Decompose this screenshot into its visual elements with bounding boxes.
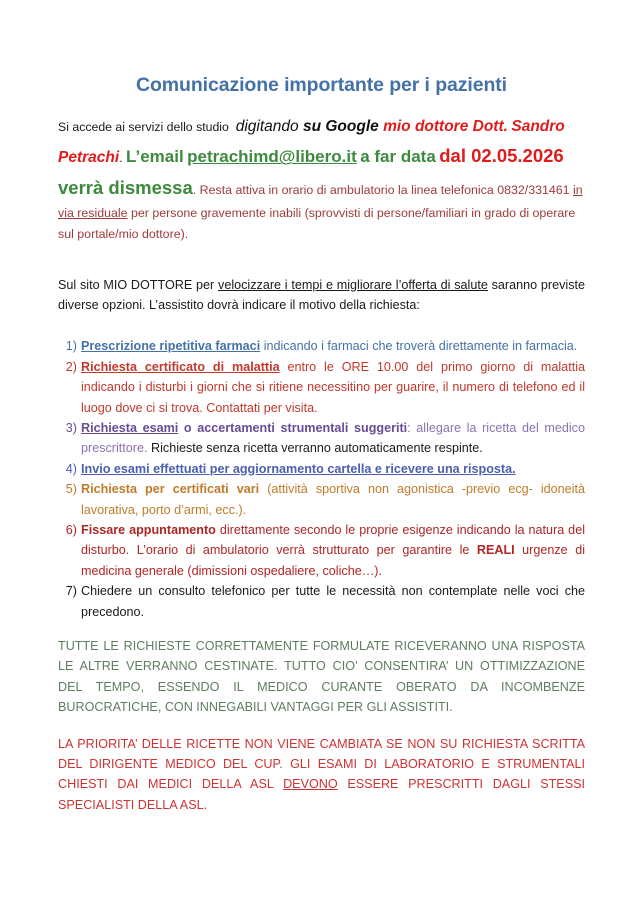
list-item	[58, 479, 585, 520]
site-paragraph	[58, 275, 585, 316]
list-item-lead2: o accertamenti strumentali suggeriti	[178, 421, 408, 436]
list-item-rest: direttamente secondo le proprie esigenze indicando la natura del disturbo. L’orario di ambulatorio verrà strutturato per garantire le	[81, 523, 585, 558]
list-marker: 6)	[65, 523, 77, 537]
list-item-lead: Richiesta per certificati vari	[81, 482, 260, 497]
list-item-lead: Prescrizione ripetitiva farmaci	[81, 339, 261, 354]
intro-period: .	[192, 182, 197, 197]
intro-su-google: su Google	[302, 118, 379, 136]
list-marker: 2)	[65, 359, 77, 374]
intro-resta-attiva-1: Resta attiva in orario di ambulatorio la linea telefonica 0832/331461	[199, 182, 573, 197]
list-item-lead: Fissare appuntamento	[81, 523, 216, 537]
intro-a-far-data: a far data	[360, 147, 436, 167]
list-item-rest: entro le ORE 10.00 del primo giorno di malattia indicando i disturbi i giorni che si ritiene necessitino per guarire, il numero di telefono ed il luogo dove ci si trova. Contattati per visita.	[81, 359, 585, 415]
list-item-emphasis: REALI	[476, 543, 515, 558]
list-item	[58, 581, 585, 622]
list-marker: 7)	[65, 584, 77, 599]
list-marker: 3)	[65, 421, 77, 436]
list-item	[58, 459, 585, 479]
list-item-rest: indicando i farmaci che troverà direttamente in farmacia.	[260, 339, 578, 354]
closing-red-devono: DEVONO	[283, 777, 338, 792]
list-item-rest: Chiedere un consulto telefonico per tutte le necessità non contemplate nelle voci che precedono.	[81, 584, 585, 619]
list-item-tail: Richieste senza ricetta verranno automaticamente respinte.	[151, 441, 483, 456]
list-item-lead: Invio esami effettuati per aggiornamento cartella e ricevere una risposta.	[81, 461, 516, 476]
list-item-rest: : allegare la ricetta del medico prescrittore.	[81, 421, 585, 456]
request-options-list	[58, 336, 585, 621]
list-item	[58, 418, 585, 459]
site-paragraph-before: Sul sito MIO DOTTORE per	[58, 277, 219, 292]
intro-digitando: digitando	[235, 118, 299, 136]
closing-red-paragraph	[58, 734, 585, 816]
closing-green-paragraph: TUTTE LE RICHIESTE CORRETTAMENTE FORMULATE RICEVERANNO UNA RISPOSTA LE ALTRE VERRANNO CESTINATE. TUTTO CIO’ CONSENTIRA’ UN OTTIMIZZAZIONE DEL TEMPO, ESSENDO IL MEDICO CURANTE OBERATO DA INCOMBENZE BUROCRATICHE, CON INNEGABILI VANTAGGI PER GLI ASSISTITI.	[58, 638, 585, 715]
intro-period-name: .	[119, 151, 123, 166]
list-marker: 4)	[65, 461, 77, 476]
closing-red-before: LA PRIORITA’ DELLE RICETTE NON VIENE CAMBIATA SE NON SU RICHIESTA SCRITTA DEL DIRIGENTE MEDICO DEL CUP. GLI ESAMI DI LABORATORIO E STRUMENTALI CHIESTI DAI MEDICI DELLA ASL	[58, 736, 585, 792]
intro-in-via-residuale: in via residuale	[58, 182, 583, 221]
list-marker: 1)	[65, 339, 77, 354]
closing-red-after: ESSERE PRESCRITTI DAGLI STESSI SPECIALISTI DELLA ASL.	[58, 777, 585, 812]
list-item	[58, 357, 585, 418]
email-address: petrachimd@libero.it	[187, 147, 357, 167]
intro-sandro-petrachi: Sandro Petrachi	[58, 118, 565, 167]
list-item-lead: Richiesta esami	[81, 421, 179, 436]
intro-dal-data: dal 02.05.2026	[439, 145, 564, 167]
list-item	[58, 336, 585, 356]
page-title: Comunicazione importante per i pazienti	[136, 74, 507, 96]
intro-paragraph	[58, 114, 585, 244]
intro-verra-dismessa: verrà dismessa	[58, 176, 193, 198]
list-item-rest: (attività sportiva non agonistica -previo ecg- idoneità lavorativa, porto d’armi, ecc.).	[81, 482, 585, 517]
intro-lemail: L’email	[126, 147, 184, 167]
site-paragraph-underlined: velocizzare i tempi e migliorare l’offerta di salute	[218, 277, 488, 292]
site-paragraph-after: saranno previste diverse opzioni. L’assistito dovrà indicare il motivo della richiesta:	[58, 277, 586, 313]
intro-lead-plain: Si accede ai servizi dello studio	[58, 120, 229, 135]
list-marker: 5)	[65, 482, 77, 497]
intro-mio-dottore: mio dottore Dott.	[383, 118, 508, 136]
list-item	[58, 520, 585, 581]
intro-resta-attiva-2: per persone gravemente inabili (sprovvisti di persone/familiari in grado di operare sul portale/mio dottore).	[58, 206, 576, 241]
list-item-lead: Richiesta certificato di malattia	[81, 359, 280, 374]
list-item-rest2: urgenze di medicina generale (dimissioni ospedaliere, coliche…).	[81, 543, 585, 578]
